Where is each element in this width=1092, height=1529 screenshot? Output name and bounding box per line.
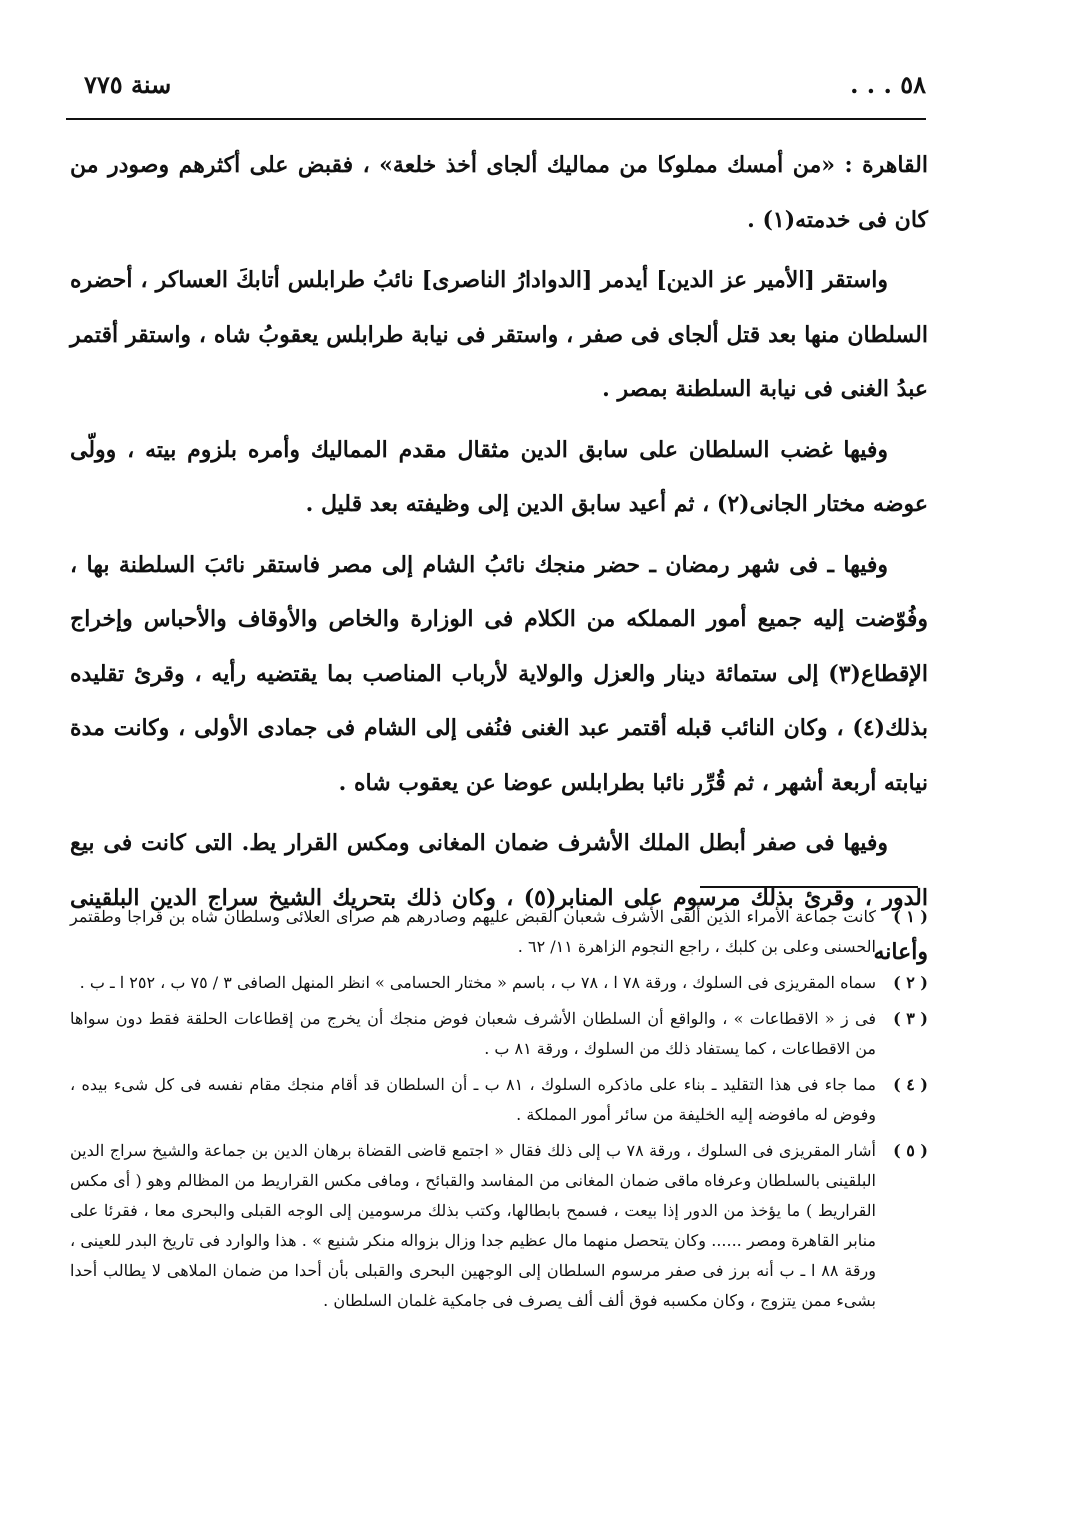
footnotes	[70, 902, 928, 1322]
footnote-number: ( ١ )	[893, 907, 928, 926]
paragraph: واستقر [الأمير عز الدين] أيدمر [الدوادارُ الناصرى] نائبُ طرابلس أتابكَ العساكر ، أحضره السلطان منها بعد قتل ألجاى فى صفر ، واستقر فى نيابة طرابلس يعقوبُ شاه ، واستقر أقتمر عبدُ الغنى فى نيابة السلطنة بمصر .	[70, 267, 928, 402]
main-text	[70, 138, 928, 986]
footnote	[70, 968, 928, 998]
footnote-text: مما جاء فى هذا التقليد ـ بناء على ماذكره السلوك ، ٨١ ب ـ أن السلطان قد أقام منجك مقام نفسه فى كل شىء بيده ، وفوض له مافوضه إليه الخليفة من سائر أمور المملكة .	[70, 1075, 876, 1124]
footnote	[70, 1070, 928, 1130]
footnote-number: ( ٢ )	[893, 973, 928, 992]
running-head-year: سنة ٧٧٥	[84, 70, 172, 99]
footnote-text: أشار المقريزى فى السلوك ، ورقة ٧٨ ب إلى ذلك فقال « اجتمع قاضى القضاة برهان الدين بن جماعة والشيخ سراج الدين البلقينى بالسلطان وعرفاه ماقى ضمان المغانى من المفاسد والقبائح ، ومافى مكس القراريط من المظالم وهو ( أى مكس القراريط ) ما يؤخذ من الدور إذا بيعت ، فسمح بابطالها، وكتب بذلك مرسومين إلى الوجه القبلى والبحرى معا ، فقرئا على منابر القاهرة ومصر ...... وكان يتحصل منهما مال عظيم جدا وزال بزواله منكر شنيع » . هذا والوارد فى تاريخ البدر للعينى ، ورقة ٨٨ ا ـ ب أنه برز فى صفر مرسوم السلطان إلى الوجهين البحرى والقبلى بأن أحدا من ضمان الملاهى لا يطالب أحدا بشىء ممن يتزوج ، وكان مكسبه فوق ألف ألف يصرف فى جامكية غلمان السلطان .	[70, 1141, 877, 1310]
footnote	[70, 1136, 928, 1316]
page-number-dots: . . .	[850, 70, 892, 99]
paragraph: وفيها ـ فى شهر رمضان ـ حضر منجك نائبُ الشام إلى مصر فاستقر نائبَ السلطنة بها ، وفُوّضت إليه جميع أمور المملكه من الكلام فى الوزارة والخاص والأوقاف والأحباس وإخراج الإقطاع(٣) إلى ستمائة دينار والعزل والولاية لأرباب المناصب بما يقتضيه رأيه ، وقرئ تقليده بذلك(٤) ، وكان النائب قبله أقتمر عبد الغنى فنُفى إلى الشام فى جمادى الأولى ، وكانت مدة نيابته أربعة أشهر ، ثم قُرِّر نائبا بطرابلس عوضا عن يعقوب شاه .	[70, 551, 928, 796]
footnote-number: ( ٣ )	[893, 1009, 928, 1028]
footnote	[70, 902, 928, 962]
footnote-text: كانت جماعة الأمراء الذين ألقى الأشرف شعبان القبض عليهم وصادرهم هم صراى العلائى وسلطان شاه بن قراجا وطقتمر الحسنى وعلى بن كلبك ، راجع النجوم الزاهرة ١١/ ٦٢ .	[70, 907, 876, 956]
page-number-value: ٥٨	[900, 70, 926, 99]
footnote-number: ( ٤ )	[893, 1075, 928, 1094]
page-number	[850, 70, 926, 99]
footnote-number: ( ٥ )	[893, 1141, 928, 1160]
header-rule	[66, 118, 926, 120]
page-header	[66, 66, 926, 112]
paragraph: وفيها فى صفر أبطل الملك الأشرف ضمان المغانى ومكس القرار يط. التى كانت فى بيع الدور ، وقرئ بذلك مرسوم على المنابر(٥) ، وكان ذلك بتحريك الشيخ سراج الدين البلقينى وأعانه	[70, 830, 928, 965]
paragraph: القاهرة : «من أمسك مملوكا من مماليك ألجاى أخذ خلعة» ، فقبض على أكثرهم وصودر من كان فى خدمته(١) .	[70, 152, 928, 233]
footnote-separator	[700, 886, 918, 888]
footnote-text: فى ز « الاقطاعات » ، والواقع أن السلطان الأشرف شعبان فوض منجك أن يخرج من إقطاعات الحلقة فقط دون سواها من الاقطاعات ، كما يستفاد ذلك من السلوك ، ورقة ٨١ ب .	[70, 1009, 876, 1058]
paragraph: وفيها غضب السلطان على سابق الدين مثقال مقدم المماليك وأمره بلزوم بيته ، وولّى عوضه مختار الجانى(٢) ، ثم أعيد سابق الدين إلى وظيفته بعد قليل .	[70, 436, 928, 517]
footnote	[70, 1004, 928, 1064]
footnote-text: سماه المقريزى فى السلوك ، ورقة ٧٨ ا ، ٧٨ ب ، باسم « مختار الحسامى » انظر المنهل الصافى ٣ / ٧٥ ب ، ٢٥٢ ا ـ ب .	[79, 973, 876, 992]
